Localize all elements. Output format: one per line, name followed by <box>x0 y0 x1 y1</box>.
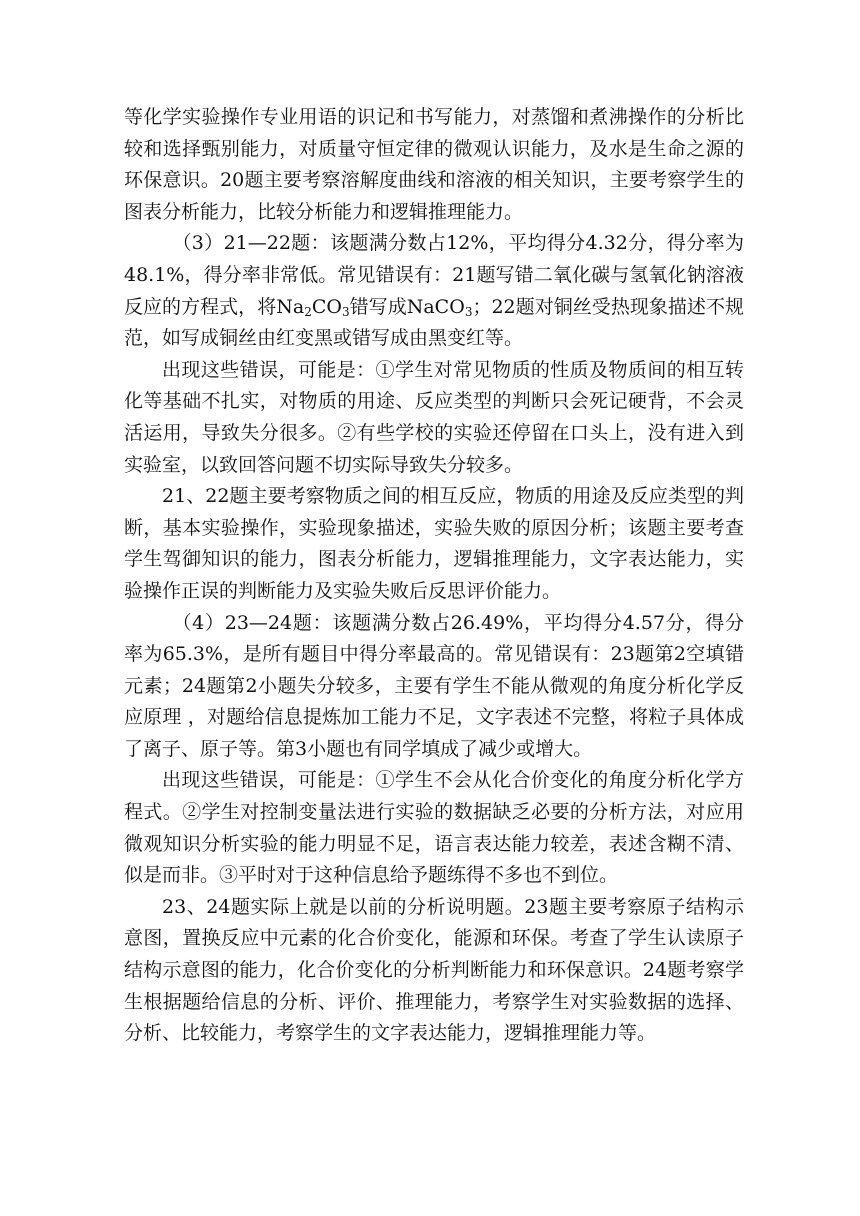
paragraph-2-text-d: ；22题对铜丝受热现象描述不规范，如写成铜丝由红变黑或错写成由黑变红等。 <box>124 295 744 350</box>
subscript-2: 2 <box>304 304 312 319</box>
paragraph-4: 21、22题主要考察物质之间的相互反应，物质的用途及反应类型的判断，基本实验操作，实验现象描述，实验失败的原因分析；该题主要考查学生驾御知识的能力，图表分析能力，逻辑推理能力，文字表达能力，实验操作正误的判断能力及实验失败后反思评价能力。 <box>124 485 744 602</box>
subscript-3b: 3 <box>464 304 473 319</box>
paragraph-7: 23、24题实际上就是以前的分析说明题。23题主要考察原子结构示意图，置换反应中元素的化合价变化，能源和环保。考查了学生认读原子结构示意图的能力，化合价变化的分析判断能力和环保意识。24题考察学生根据题给信息的分析、评价、推理能力，考察学生对实验数据的选择、分析、比较能力，考察学生的文字表达能力，逻辑推理能力等。 <box>124 895 744 1045</box>
paragraph-2-text-c: 错写成NaCO <box>349 295 465 318</box>
paragraph-1: 等化学实验操作专业用语的识记和书写能力，对蒸馏和煮沸操作的分析比较和选择甄别能力，对质量守恒定律的微观认识能力，及水是生命之源的环保意识。20题主要考察溶解度曲线和溶液的相关知识，主要考察学生的图表分析能力，比较分析能力和逻辑推理能力。 <box>124 106 744 223</box>
paragraph-5-section-4: （4）23—24题：该题满分数占26.49%，平均得分4.57分，得分率为65.3%，是所有题目中得分率最高的。常见错误有：23题第2空填错元素；24题第2小题失分较多，主要有学生不能从微观的角度分析化学反应原理 ，对题给信息提炼加工能力不足，文字表述不完整，将粒子具体成了离子、原子等。第3小题也有同学填成了减少或增大。 <box>124 611 744 760</box>
document-page <box>124 102 744 1050</box>
paragraph-6: 出现这些错误，可能是：①学生不会从化合价变化的角度分析化学方程式。②学生对控制变量法进行实验的数据缺乏必要的分析方法，对应用微观知识分析实验的能力明显不足，语言表达能力较差，表述含糊不清、似是而非。③平时对于这种信息给予题练得不多也不到位。 <box>124 769 744 887</box>
subscript-3a: 3 <box>341 304 350 319</box>
paragraph-2-section-3 <box>124 228 744 354</box>
paragraph-2-text-a: （3）21—22题：该题满分数占12%，平均得分4.32分，得分率为48.1%，得分率非常低。常见错误有：21题写错二氧化碳与氢氧化钠溶液反应的方程式，将Na <box>124 232 744 318</box>
paragraph-2-text-b: CO <box>311 295 342 318</box>
paragraph-3: 出现这些错误，可能是：①学生对常见物质的性质及物质间的相互转化等基础不扎实，对物质的用途、反应类型的判断只会死记硬背，不会灵活运用，导致失分很多。②有些学校的实验还停留在口头上，没有进入到实验室，以致回答问题不切实际导致失分较多。 <box>124 358 744 476</box>
